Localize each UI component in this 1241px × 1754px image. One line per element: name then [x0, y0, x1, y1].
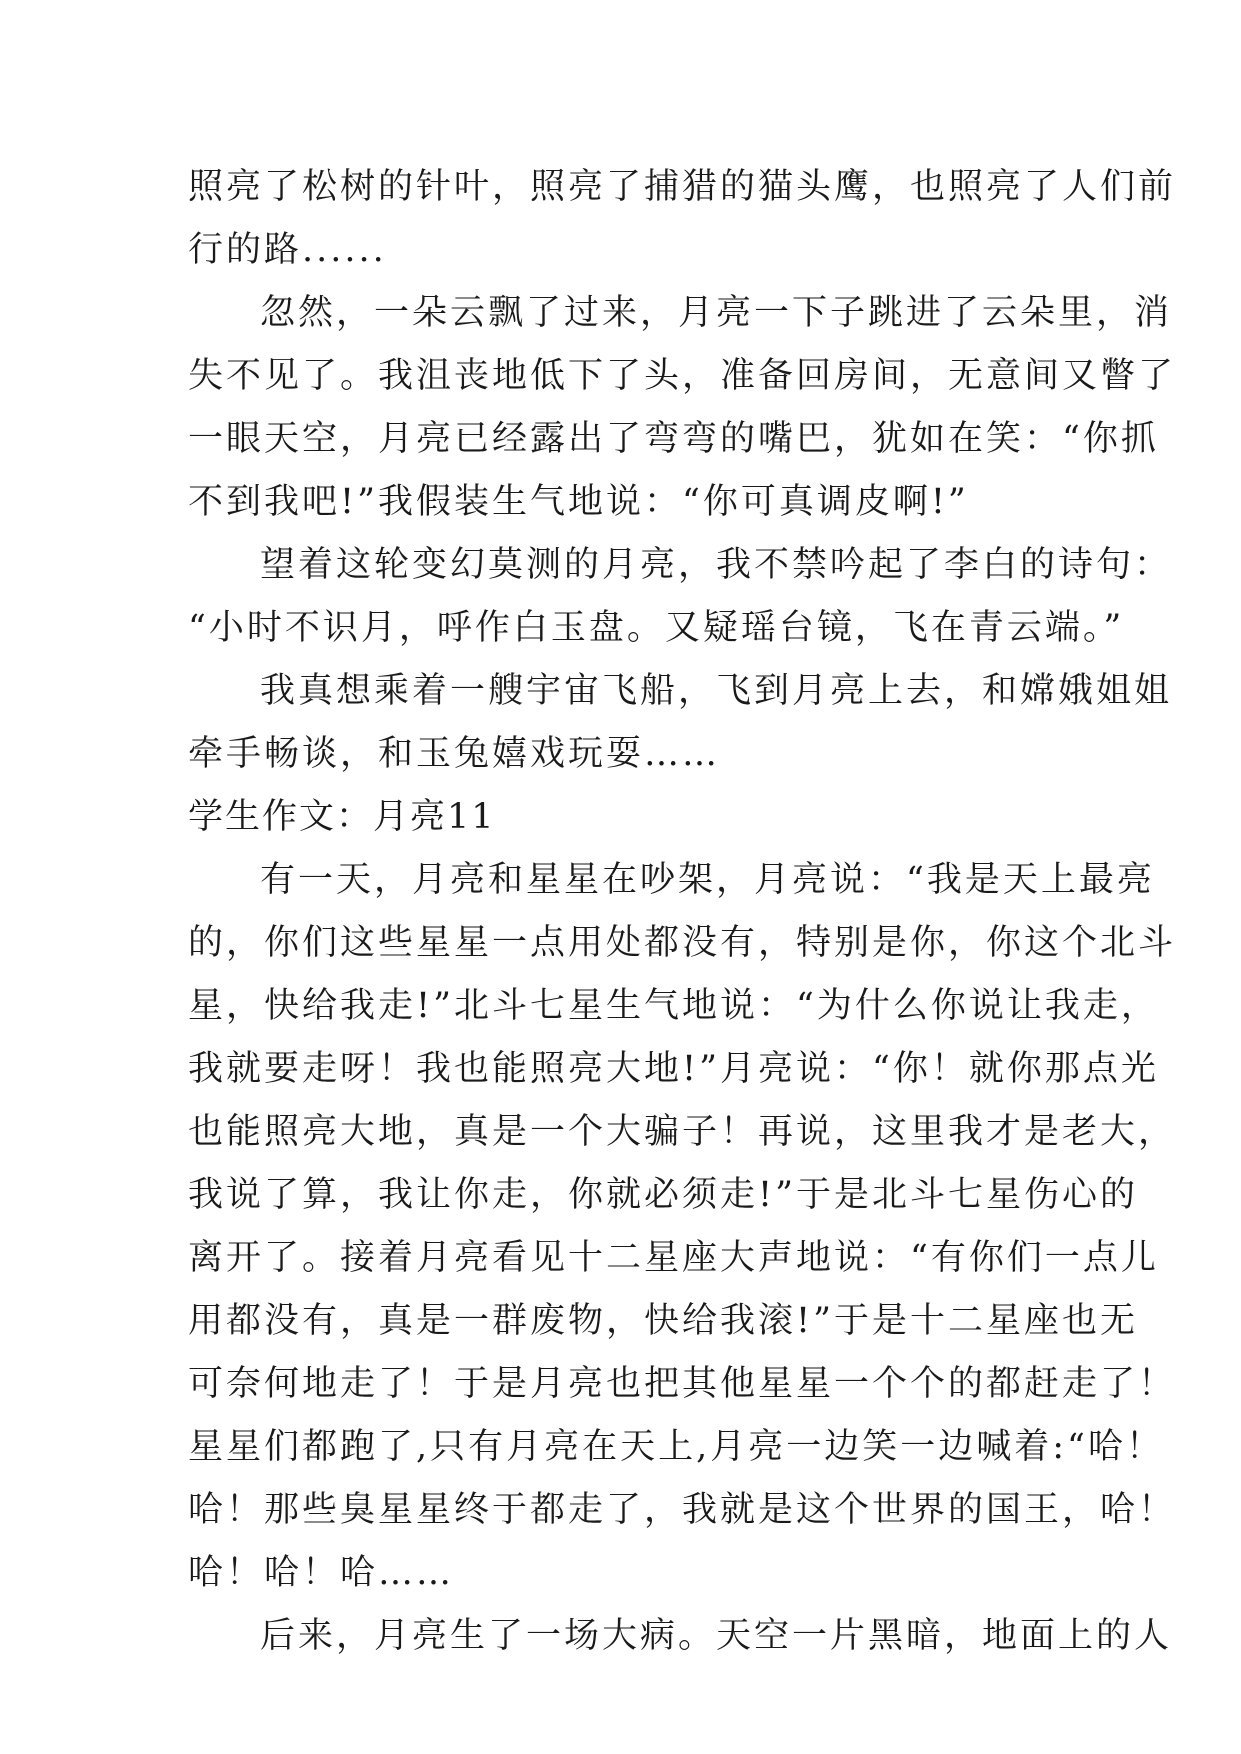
text-line: 离开了。接着月亮看见十二星座大声地说：“有你们一点儿	[188, 1238, 1159, 1278]
text-line: 的，你们这些星星一点用处都没有，特别是你，你这个北斗	[188, 923, 1177, 963]
text-line: 也能照亮大地，真是一个大骗子！再说，这里我才是老大，	[188, 1112, 1177, 1152]
paragraph-start-line: 后来，月亮生了一场大病。天空一片黑暗，地面上的人	[260, 1616, 1173, 1656]
text-line: 不到我吧!”我假装生气地说：“你可真调皮啊!”	[188, 482, 969, 522]
paragraph-start-line: 我真想乘着一艘宇宙飞船，飞到月亮上去，和嫦娥姐姐	[260, 671, 1173, 711]
text-line: 失不见了。我沮丧地低下了头，准备回房间，无意间又瞥了	[188, 356, 1177, 396]
text-line: 哈！哈！哈……	[188, 1553, 455, 1593]
text-line: 哈！那些臭星星终于都走了，我就是这个世界的国王，哈！	[188, 1490, 1177, 1530]
paragraph-start-line: 忽然，一朵云飘了过来，月亮一下子跳进了云朵里，消	[260, 293, 1173, 333]
essay-text-body	[188, 156, 1177, 1668]
text-line: 用都没有，真是一群废物，快给我滚!”于是十二星座也无	[188, 1301, 1138, 1341]
text-line: 我就要走呀！我也能照亮大地!”月亮说：“你！就你那点光	[188, 1049, 1159, 1089]
text-line: “小时不识月，呼作白玉盘。又疑瑶台镜，飞在青云端。”	[188, 608, 1125, 648]
text-line: 星，快给我走!”北斗七星生气地说：“为什么你说让我走，	[188, 986, 1159, 1026]
text-line: 一眼天空，月亮已经露出了弯弯的嘴巴，犹如在笑：“你抓	[188, 419, 1159, 459]
text-line: 行的路......	[188, 230, 387, 270]
paragraph-start-line: 望着这轮变幻莫测的月亮，我不禁吟起了李白的诗句：	[260, 545, 1173, 585]
text-line: 我说了算，我让你走，你就必须走!”于是北斗七星伤心的	[188, 1175, 1138, 1215]
paragraph-start-line: 有一天，月亮和星星在吵架，月亮说：“我是天上最亮	[260, 860, 1155, 900]
section-title: 学生作文：月亮11	[188, 797, 496, 837]
text-line: 星星们都跑了,只有月亮在天上,月亮一边笑一边喊着:“哈！	[188, 1427, 1164, 1467]
text-line: 照亮了松树的针叶，照亮了捕猎的猫头鹰，也照亮了人们前	[188, 167, 1177, 207]
text-line: 牵手畅谈，和玉兔嬉戏玩耍……	[188, 734, 721, 774]
text-line: 可奈何地走了！于是月亮也把其他星星一个个的都赶走了！	[188, 1364, 1177, 1404]
